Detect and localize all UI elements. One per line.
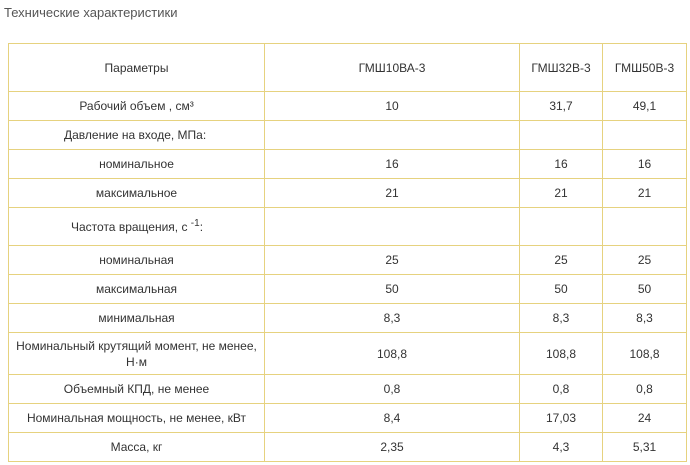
specs-table [8,43,687,462]
param-cell: Масса, кг [9,433,265,462]
value-cell: 17,03 [520,404,603,433]
param-superscript: -1 [190,217,200,229]
table-row [9,92,687,121]
value-cell: 0,8 [265,375,520,404]
value-cell: 21 [520,179,603,208]
param-text: Частота вращения, с [71,219,188,234]
value-cell [520,208,603,246]
param-cell: Номинальная мощность, не менее, кВт [9,404,265,433]
value-cell: 2,35 [265,433,520,462]
value-cell: 31,7 [520,92,603,121]
value-cell: 50 [603,275,687,304]
value-cell: 108,8 [520,333,603,375]
header-gmsh50v3: ГМШ50В-3 [603,44,687,92]
value-cell: 21 [603,179,687,208]
value-cell: 25 [265,246,520,275]
table-row [9,433,687,462]
value-cell: 8,3 [603,304,687,333]
param-cell [9,208,265,246]
value-cell: 21 [265,179,520,208]
page-title: Технические характеристики [4,5,178,20]
table-header-row [9,44,687,92]
table-row [9,333,687,375]
table-row [9,150,687,179]
param-cell: Номинальный крутящий момент, не менее, Н·м [9,333,265,375]
table-row [9,121,687,150]
value-cell: 49,1 [603,92,687,121]
param-suffix: : [199,219,204,234]
param-cell: номинальное [9,150,265,179]
value-cell: 8,3 [520,304,603,333]
value-cell: 50 [265,275,520,304]
value-cell: 8,3 [265,304,520,333]
value-cell: 4,3 [520,433,603,462]
value-cell: 50 [520,275,603,304]
value-cell: 0,8 [520,375,603,404]
value-cell [265,208,520,246]
value-cell [520,121,603,150]
value-cell: 108,8 [603,333,687,375]
value-cell: 10 [265,92,520,121]
value-cell: 25 [603,246,687,275]
header-gmsh32v3: ГМШ32В-3 [520,44,603,92]
param-cell: максимальное [9,179,265,208]
header-gmsh10va3: ГМШ10ВА-3 [265,44,520,92]
table-row [9,246,687,275]
table-row [9,179,687,208]
param-cell: Рабочий объем , см³ [9,92,265,121]
value-cell: 25 [520,246,603,275]
value-cell: 5,31 [603,433,687,462]
value-cell: 108,8 [265,333,520,375]
table-row [9,275,687,304]
value-cell [603,121,687,150]
table-row [9,404,687,433]
header-parameters: Параметры [9,44,265,92]
table-row [9,208,687,246]
table-row [9,375,687,404]
value-cell: 16 [603,150,687,179]
value-cell: 0,8 [603,375,687,404]
param-cell: минимальная [9,304,265,333]
param-cell: Давление на входе, МПа: [9,121,265,150]
value-cell [265,121,520,150]
param-cell: максимальная [9,275,265,304]
param-cell: Объемный КПД, не менее [9,375,265,404]
value-cell: 24 [603,404,687,433]
value-cell [603,208,687,246]
table-row [9,304,687,333]
value-cell: 8,4 [265,404,520,433]
value-cell: 16 [520,150,603,179]
param-cell: номинальная [9,246,265,275]
value-cell: 16 [265,150,520,179]
